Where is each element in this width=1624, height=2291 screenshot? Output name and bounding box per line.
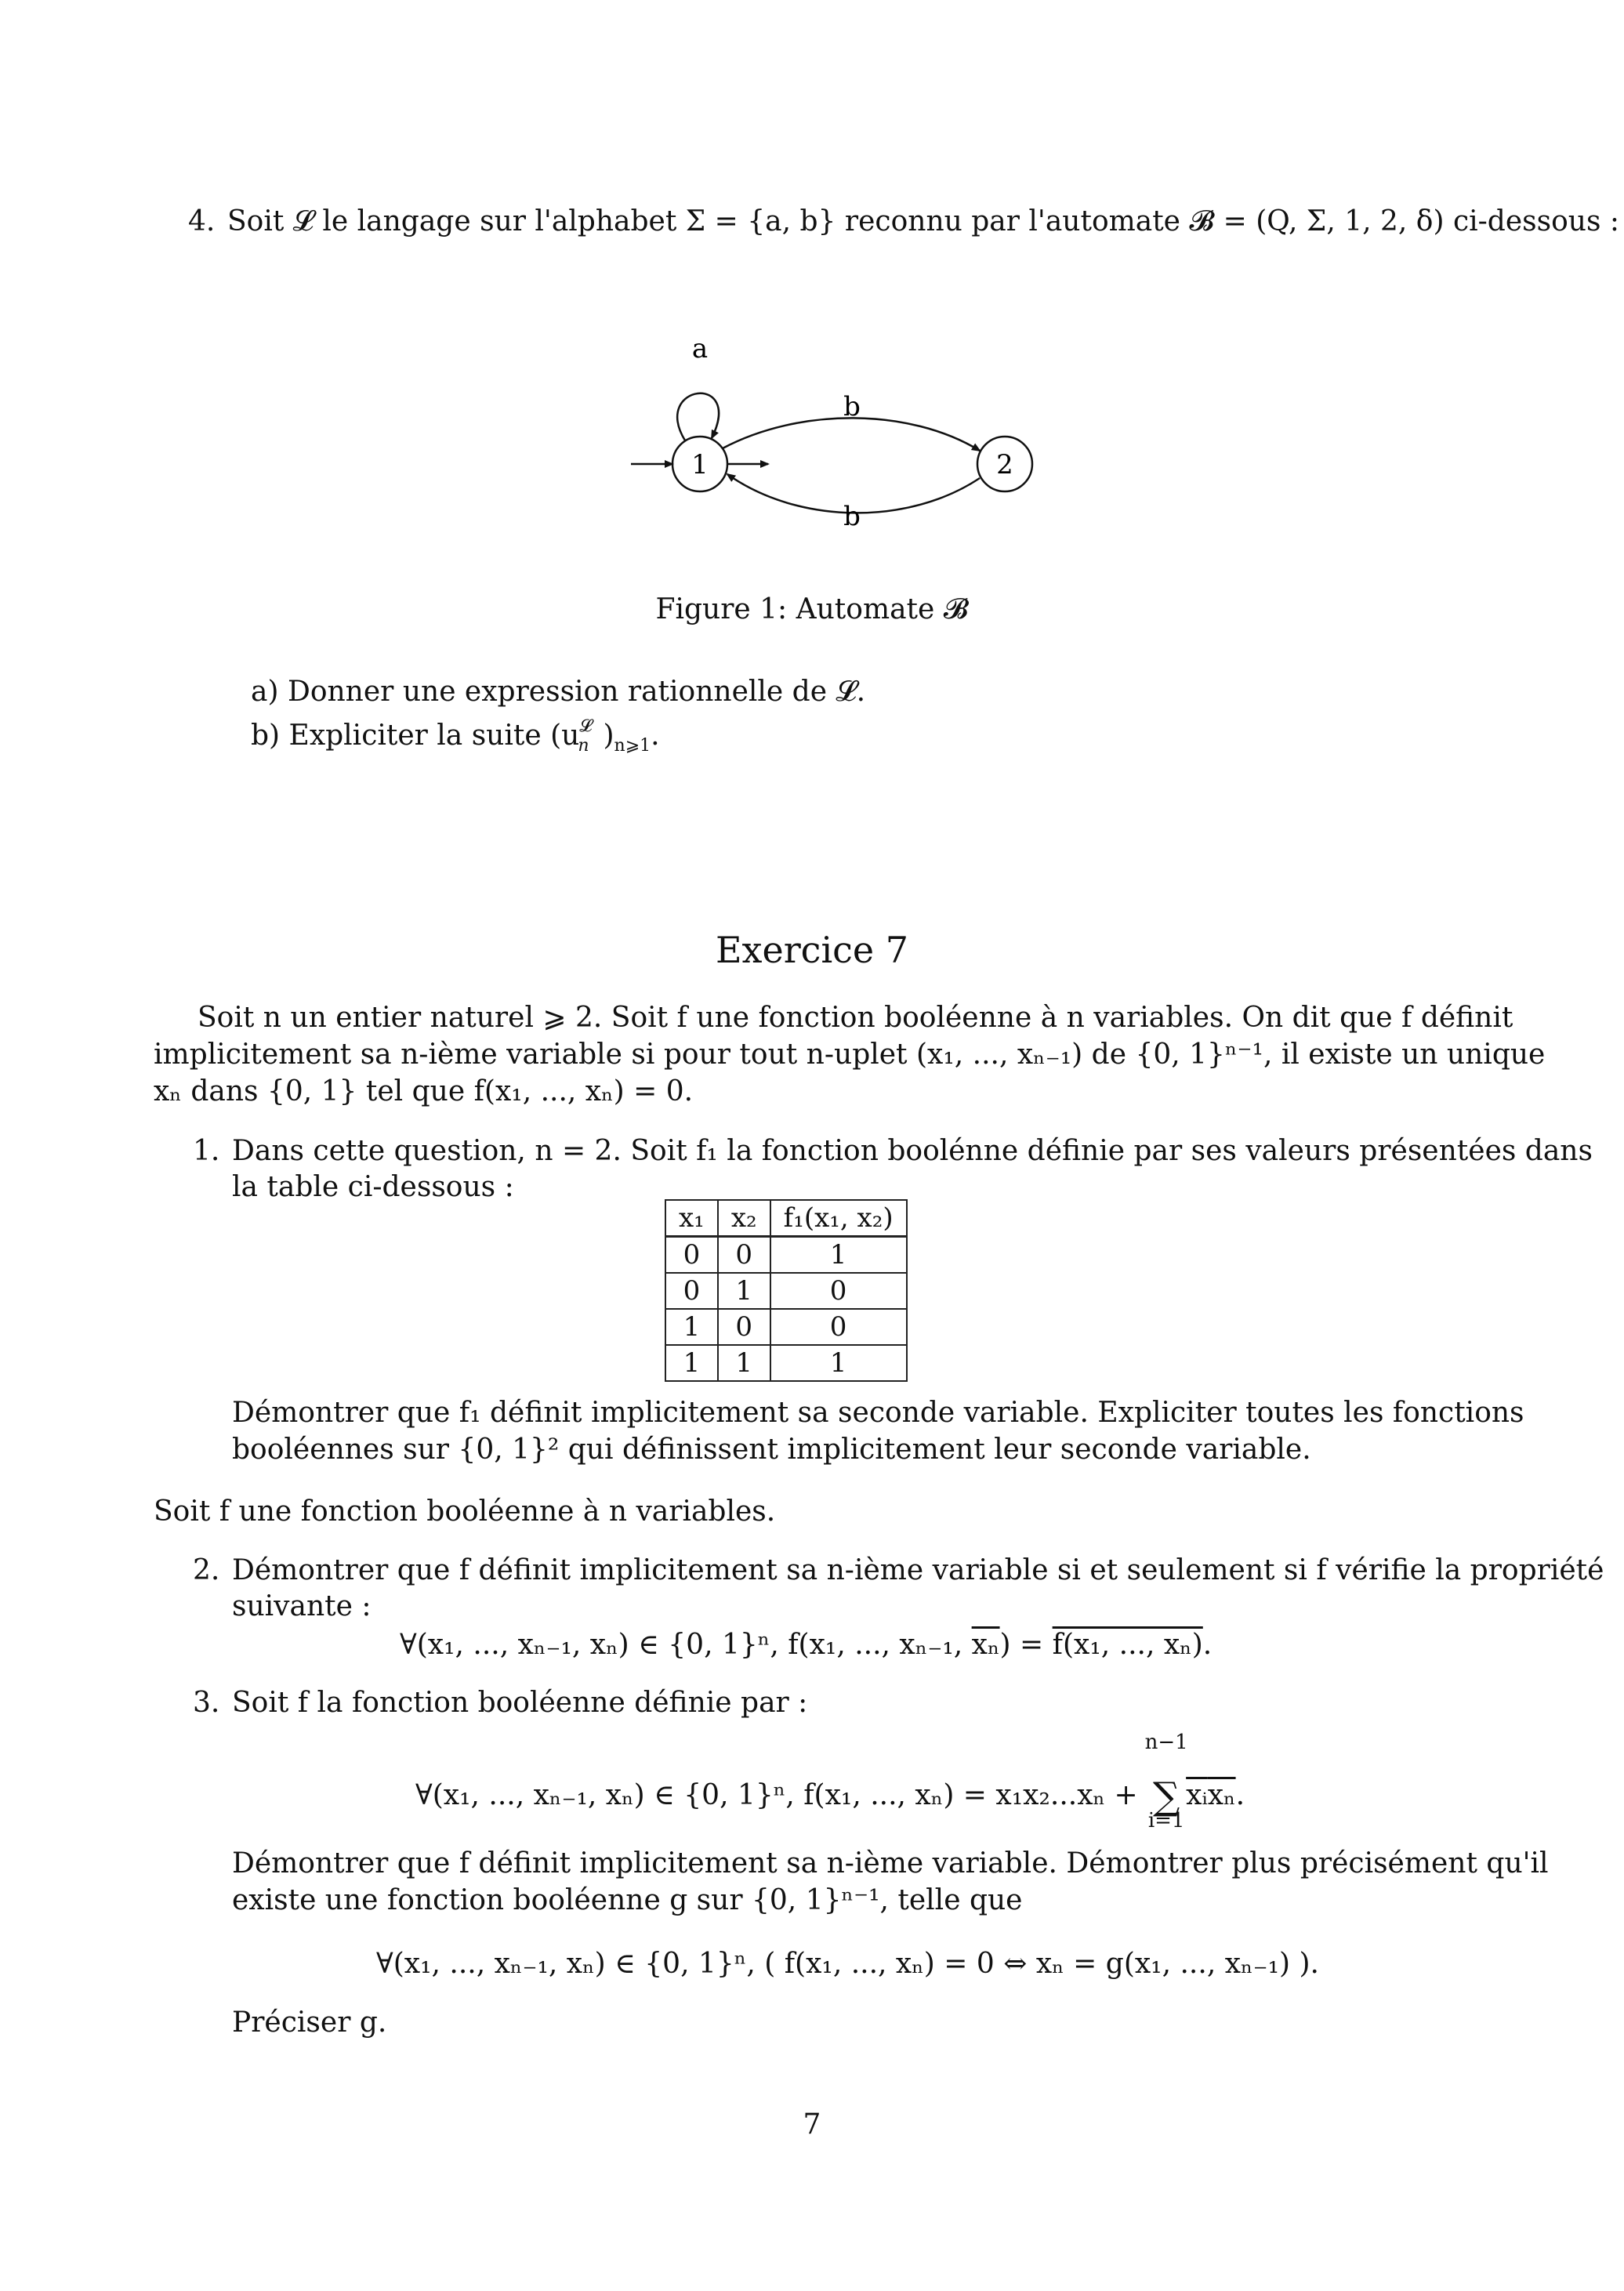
cell: 1 [718, 1273, 770, 1309]
interlude: Soit f une fonction booléenne à n variables. [154, 1495, 776, 1528]
q4-b-sub2: n⩾1 [614, 736, 651, 756]
bottom-transition-label: b [843, 501, 861, 532]
q3-line-1: Soit f la fonction booléenne définie par : [232, 1687, 808, 1719]
q1-line-2: la table ci-dessous : [232, 1171, 514, 1203]
cell: 1 [665, 1309, 718, 1345]
header-f1: f₁(x₁, x₂) [770, 1200, 907, 1237]
q3-formula-xn: $\overline{x_n}$ [1207, 1779, 1236, 1811]
q3-preciser: Préciser g. [232, 2006, 387, 2039]
q3-formula [415, 1731, 1245, 1832]
q3-after-1: Démontrer que f définit implicitement sa n-ième variable. Démontrer plus précisément qu'il [232, 1847, 1549, 1880]
q2-line-2: suivante : [232, 1590, 372, 1622]
state-1-label: 1 [691, 449, 709, 480]
figure-caption: Figure 1: Automate 𝓑 [655, 593, 969, 625]
q4-b-text: b) Expliciter la suite (u [251, 720, 580, 752]
page-number: 7 [803, 2108, 821, 2141]
cell: 1 [770, 1345, 907, 1381]
truth-table [665, 1199, 908, 1382]
automaton-diagram [619, 329, 1066, 549]
cell: 0 [718, 1309, 770, 1345]
cell: 1 [770, 1237, 907, 1274]
q4-part-b [251, 716, 660, 756]
q2-formula-bar: $\overline{x_n}$ [971, 1629, 1000, 1661]
q4-part-a: a) Donner une expression rationnelle de 𝓛. [251, 676, 866, 708]
q4-text: Soit 𝓛 le langage sur l'alphabet Σ = {a, b} reconnu par l'automate 𝓑 = (Q, Σ, 1, 2, δ) ci-dessous : [227, 205, 1620, 237]
intro-line-1: Soit n un entier naturel ⩾ 2. Soit f une fonction booléenne à n variables. On dit que f définit [198, 1002, 1513, 1034]
q3-formula-2: ∀(x₁, ..., xₙ₋₁, xₙ) ∈ {0, 1}ⁿ, ( f(x₁, ..., xₙ) = 0 ⇔ xₙ = g(x₁, ..., xₙ₋₁) ). [376, 1948, 1319, 1980]
table-row [665, 1309, 907, 1345]
top-transition-label: b [843, 391, 861, 422]
table-row [665, 1345, 907, 1381]
loop-arrow [677, 393, 719, 440]
q1-number: 1. [193, 1135, 220, 1167]
q4-b-end: . [651, 720, 660, 752]
q3-after-2: existe une fonction booléenne g sur {0, 1}ⁿ⁻¹, telle que [232, 1884, 1023, 1916]
cell: 0 [770, 1273, 907, 1309]
q4-b-sup: 𝓛 [579, 716, 593, 736]
truth-table-header [665, 1200, 907, 1237]
q2-line-1: Démontrer que f définit implicitement sa n-ième variable si et seulement si f vérifie la propriété [232, 1554, 1604, 1586]
table-row [665, 1237, 907, 1274]
q3-formula-left: ∀(x₁, ..., xₙ₋₁, xₙ) ∈ {0, 1}ⁿ, f(x₁, ..., xₙ) = x₁x₂...xₙ + [415, 1779, 1147, 1811]
q1-after-2: booléennes sur {0, 1}² qui définissent implicitement leur seconde variable. [232, 1434, 1311, 1466]
table-row [665, 1273, 907, 1309]
q2-formula-end: . [1202, 1629, 1213, 1661]
q3-number: 3. [193, 1687, 220, 1719]
q4-b-tail: ) [603, 720, 614, 752]
cell: 0 [718, 1237, 770, 1274]
q2-formula-over: f(x₁, ..., xₙ) [1052, 1629, 1203, 1661]
header-x2: x₂ [718, 1200, 770, 1237]
exercise-title: Exercice 7 [715, 929, 909, 971]
q2-formula [400, 1629, 1212, 1661]
q2-number: 2. [193, 1554, 220, 1586]
q2-formula-mid: ) = [999, 1629, 1053, 1661]
q4-number: 4. [188, 205, 216, 237]
cell: 0 [770, 1309, 907, 1345]
top-transition [723, 418, 980, 451]
q1-after-1: Démontrer que f₁ définit implicitement sa seconde variable. Expliciter toutes les fonctions [232, 1397, 1524, 1429]
q4-b-sub: n [578, 736, 589, 756]
header-x1: x₁ [665, 1200, 718, 1237]
cell: 1 [718, 1345, 770, 1381]
q3-sum [1144, 1731, 1188, 1832]
state-2-label: 2 [996, 449, 1013, 480]
q3-sum-symbol: ∑ [1153, 1774, 1180, 1818]
intro-line-3: xₙ dans {0, 1} tel que f(x₁, ..., xₙ) = 0. [154, 1075, 694, 1107]
loop-label: a [691, 333, 709, 364]
intro-line-2: implicitement sa n-ième variable si pour tout n-uplet (x₁, ..., xₙ₋₁) de {0, 1}ⁿ⁻¹, il existe un unique [154, 1039, 1546, 1071]
q3-sum-top: n−1 [1144, 1731, 1188, 1754]
cell: 0 [665, 1273, 718, 1309]
q3-sum-bottom: i=1 [1147, 1809, 1185, 1832]
q3-formula-end: . [1235, 1779, 1245, 1811]
cell: 0 [665, 1237, 718, 1274]
q3-formula-xi: $\overline{xᵢ}$ [1186, 1779, 1208, 1811]
q1-line-1: Dans cette question, n = 2. Soit f₁ la fonction boolénne définie par ses valeurs présentées dans [232, 1135, 1593, 1167]
q2-formula-left: ∀(x₁, ..., xₙ₋₁, xₙ) ∈ {0, 1}ⁿ, f(x₁, ..., xₙ₋₁, [400, 1629, 972, 1661]
cell: 1 [665, 1345, 718, 1381]
